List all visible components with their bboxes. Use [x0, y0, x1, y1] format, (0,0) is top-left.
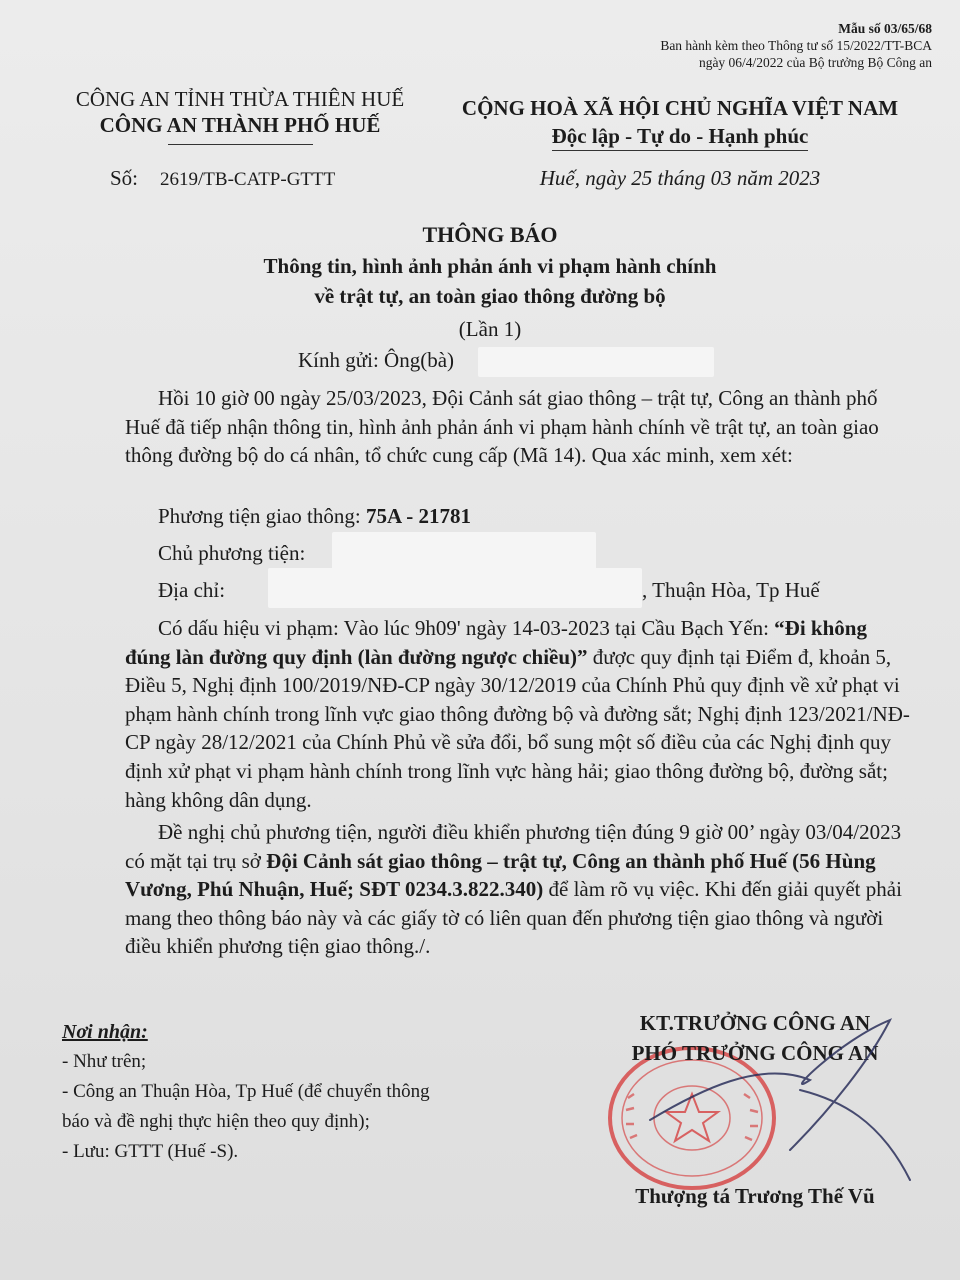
national-header	[430, 94, 930, 151]
signature-position: PHÓ TRƯỞNG CÔNG AN	[631, 1041, 879, 1065]
document-number-label: Số:	[110, 166, 139, 190]
request-suffix: để làm rõ vụ việc. Khi đến giải quyết phải mang theo thông báo này và các giấy tờ có liên quan đến phương tiện giao thông và người điều khiển phương tiện giao thông./.	[125, 877, 902, 959]
agency-name: CÔNG AN THÀNH PHỐ HUẾ	[99, 113, 381, 137]
redacted-owner	[332, 532, 596, 572]
recipient-item: - Như trên;	[62, 1051, 147, 1072]
vehicle-line	[158, 504, 471, 529]
recipient-item: báo và đề nghị thực hiện theo quy định);	[62, 1111, 370, 1132]
nation-name: CỘNG HOÀ XÃ HỘI CHỦ NGHĨA VIỆT NAM	[461, 96, 899, 120]
request-prefix: Đề nghị chủ phương tiện, người điều khiển phương tiện đúng 9 giờ 00’ ngày 03/04/2023 có mặt tại trụ sở	[125, 820, 902, 873]
document-subtitle-1: Thông tin, hình ảnh phản ánh vi phạm hành chính	[263, 254, 717, 278]
handwritten-signature-icon	[640, 1000, 920, 1210]
recipients-title: Nơi nhận:	[62, 1021, 148, 1043]
redacted-address	[268, 568, 642, 608]
violation-legal-basis: được quy định tại Điểm đ, khoản 5, Điều 5, Nghị định 100/2019/NĐ-CP ngày 30/12/2019 của Chính Phủ quy định về xử phạt vi phạm hành chính trong lĩnh vực giao thông đường bộ và đường sắt; Nghị định 123/2021/NĐ-CP ngày 28/12/2021 của Chính Phủ về sửa đổi, bổ sung một số điều của các Nghị định quy định xử phạt vi phạm hành chính trong lĩnh vực hàng hải; giao thông đường bộ, đường sắt; hàng không dân dụng.	[125, 644, 910, 812]
address-suffix: , Thuận Hòa, Tp Huế	[642, 578, 820, 602]
agency-header	[40, 86, 440, 145]
owner-label: Chủ phương tiện:	[158, 541, 306, 565]
address-label: Địa chỉ:	[158, 578, 226, 602]
request-paragraph	[125, 818, 915, 961]
form-issuance-date: ngày 06/4/2022 của Bộ trưởng Bộ Công an	[698, 55, 932, 70]
document-subtitle-2: về trật tự, an toàn giao thông đường bộ	[314, 284, 666, 308]
request-office: Đội Cảnh sát giao thông – trật tự, Công an thành phố Huế (56 Hùng Vương, Phú Nhuận, Huế; SĐT 0234.3.822.340)	[125, 848, 876, 902]
redacted-recipient-name	[478, 347, 714, 377]
violation-description: “Đi không đúng làn đường quy định (làn đường ngược chiều)”	[125, 616, 867, 669]
document-number	[110, 166, 335, 191]
recipient-item: - Lưu: GTTT (Huế -S).	[62, 1141, 239, 1162]
nation-motto: Độc lập - Tự do - Hạnh phúc	[552, 122, 809, 151]
recipient-salutation: Kính gửi: Ông(bà)	[298, 348, 455, 372]
signature-authority: KT.TRƯỞNG CÔNG AN	[639, 1011, 871, 1035]
form-code-block	[532, 20, 932, 71]
recipient-item: - Công an Thuận Hòa, Tp Huế (để chuyển thông	[62, 1081, 430, 1102]
place-date: Huế, ngày 25 tháng 03 năm 2023	[539, 166, 821, 190]
document-title: THÔNG BÁO	[422, 222, 558, 247]
intro-paragraph	[125, 384, 915, 470]
vehicle-plate: 75A - 21781	[365, 504, 471, 528]
intro-text: Hồi 10 giờ 00 ngày 25/03/2023, Đội Cảnh sát giao thông – trật tự, Công an thành phố Huế đã tiếp nhận thông tin, hình ảnh phản ánh vi phạm hành chính về trật tự, an toàn giao thông đường bộ do cá nhân, tổ chức cung cấp (Mã 14). Qua xác minh, xem xét:	[125, 386, 879, 468]
form-issuance-line: Ban hành kèm theo Thông tư số 15/2022/TT-BCA	[660, 38, 932, 53]
form-number: Mẫu số 03/65/68	[838, 21, 932, 36]
violation-paragraph	[125, 614, 915, 814]
recipients-block	[62, 1017, 430, 1167]
violation-prefix: Có dấu hiệu vi phạm: Vào lúc 9h09' ngày 14-03-2023 tại Cầu Bạch Yến:	[158, 616, 775, 640]
signer-name: Thượng tá Trương Thế Vũ	[635, 1184, 875, 1208]
agency-parent: CÔNG AN TỈNH THỪA THIÊN HUẾ	[75, 87, 405, 111]
agency-underline	[168, 144, 313, 145]
document-number-value: 2619/TB-CATP-GTTT	[160, 169, 336, 190]
vehicle-label: Phương tiện giao thông:	[158, 504, 361, 528]
notice-time: (Lần 1)	[458, 317, 522, 341]
